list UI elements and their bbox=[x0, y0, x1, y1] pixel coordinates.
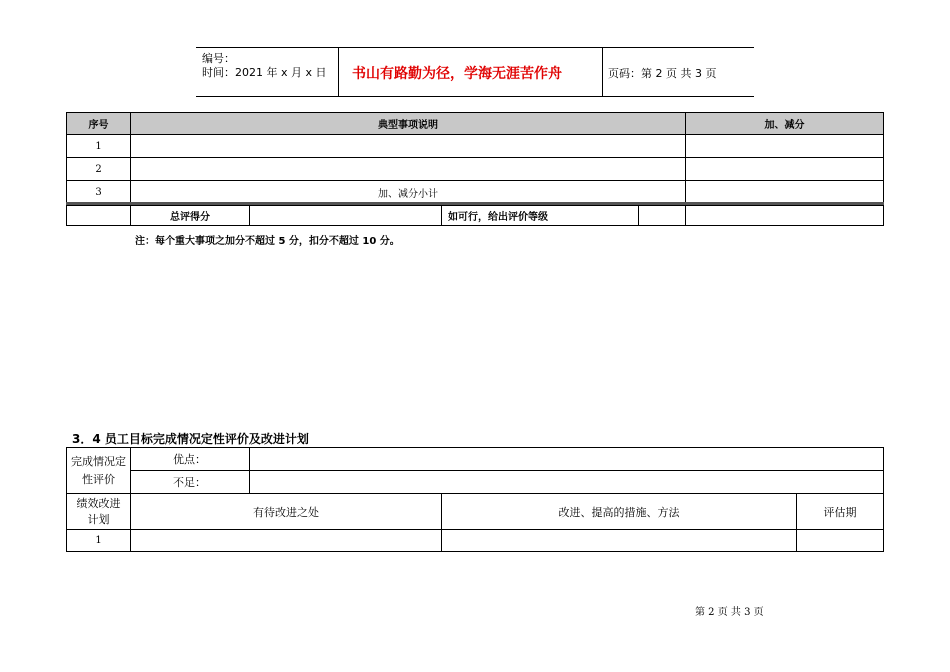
strengths-label: 优点： bbox=[130, 447, 250, 471]
plan-row-measures[interactable] bbox=[441, 529, 797, 552]
column-header-measures: 改进、提高的措施、方法 bbox=[441, 493, 797, 530]
total-row-trailing bbox=[685, 205, 884, 226]
header-top-rule bbox=[196, 47, 754, 48]
table-row-seq: 1 bbox=[66, 134, 131, 158]
total-score-label: 总评得分 bbox=[130, 205, 250, 226]
plan-row-index: 1 bbox=[66, 529, 131, 552]
table-row-seq: 2 bbox=[66, 157, 131, 181]
document-number-label: 编号： bbox=[202, 52, 235, 65]
column-header-description: 典型事项说明 bbox=[130, 112, 686, 135]
header-bottom-rule bbox=[196, 96, 754, 97]
column-header-improve: 有待改进之处 bbox=[130, 493, 442, 530]
plan-row-improve[interactable] bbox=[130, 529, 442, 552]
page-footer: 第 2 页 共 3 页 bbox=[695, 607, 764, 618]
grade-value[interactable] bbox=[638, 205, 686, 226]
plan-row-period[interactable] bbox=[796, 529, 884, 552]
subtotal-label: 加、减分小计 bbox=[130, 180, 686, 204]
weaknesses-label: 不足： bbox=[130, 470, 250, 494]
page-number-label: 页码：第 2 页 共 3 页 bbox=[608, 67, 717, 80]
table-row-score[interactable] bbox=[685, 157, 884, 181]
section-title: 3．4 员工目标完成情况定性评价及改进计划 bbox=[72, 432, 309, 446]
document-date-label: 时间：2021 年 x 月 x 日 bbox=[202, 66, 327, 79]
table-row-score[interactable] bbox=[685, 134, 884, 158]
total-score-value[interactable] bbox=[249, 205, 442, 226]
table-note: 注：每个重大事项之加分不超过 5 分，扣分不超过 10 分。 bbox=[135, 236, 400, 247]
weaknesses-input[interactable] bbox=[249, 470, 884, 494]
improvement-plan-label: 绩效改进计划 bbox=[66, 493, 131, 530]
column-header-seq: 序号 bbox=[66, 112, 131, 135]
column-header-score: 加、减分 bbox=[685, 112, 884, 135]
column-header-period: 评估期 bbox=[796, 493, 884, 530]
header-divider-right bbox=[602, 47, 603, 97]
header-divider-left bbox=[338, 47, 339, 97]
grade-label: 如可行，给出评价等级 bbox=[441, 205, 639, 226]
total-row-spacer bbox=[66, 205, 131, 226]
table-row-description[interactable] bbox=[130, 134, 686, 158]
completion-evaluation-label: 完成情况定性评价 bbox=[66, 447, 131, 494]
table-row-seq: 3 bbox=[66, 180, 131, 204]
header-motto: 书山有路勤为径，学海无涯苦作舟 bbox=[352, 66, 562, 82]
subtotal-score[interactable] bbox=[685, 180, 884, 204]
strengths-input[interactable] bbox=[249, 447, 884, 471]
table-row-description[interactable] bbox=[130, 157, 686, 181]
